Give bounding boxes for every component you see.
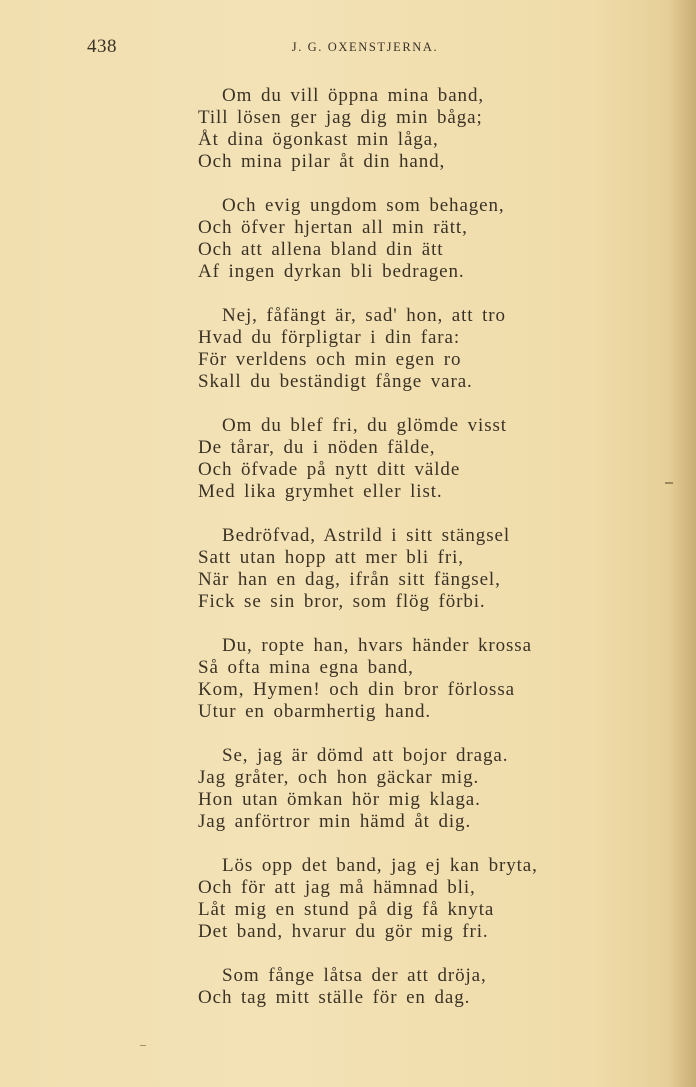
page-number: 438	[87, 36, 117, 57]
margin-mark	[665, 482, 673, 484]
poem-line: Hon utan ömkan hör mig klaga.	[198, 789, 481, 810]
poem-line: Hvad du förpligtar i din fara:	[198, 327, 461, 348]
poem-line: Som fånge låtsa der att dröja,	[222, 965, 487, 986]
poem-line: Och evig ungdom som behagen,	[222, 195, 505, 216]
stanza	[198, 525, 538, 613]
margin-mark	[140, 1045, 146, 1046]
poem-line: Till lösen ger jag dig min båga;	[198, 107, 483, 128]
stanza	[198, 85, 538, 173]
poem-line: Det band, hvarur du gör mig fri.	[198, 921, 489, 942]
running-title: J. G. OXENSTJERNA.	[291, 40, 439, 54]
poem-line: Och öfvade på nytt ditt välde	[198, 459, 461, 480]
poem-line: Bedröfvad, Astrild i sitt stängsel	[222, 525, 510, 546]
poem-line: Med lika grymhet eller list.	[198, 481, 443, 502]
poem-line: Låt mig en stund på dig få knyta	[198, 899, 495, 920]
poem-line: När han en dag, ifrån sitt fängsel,	[198, 569, 501, 590]
poem-line: Du, ropte han, hvars händer krossa	[222, 635, 532, 656]
stanza	[198, 855, 538, 943]
poem-line: Jag anförtror min hämd åt dig.	[198, 811, 472, 832]
poem-line: Och att allena bland din ätt	[198, 239, 444, 260]
poem-line: De tårar, du i nöden fälde,	[198, 437, 436, 458]
poem-line: Så ofta mina egna band,	[198, 657, 414, 678]
stanza	[198, 965, 538, 1009]
poem-line: Nej, fåfängt är, sad' hon, att tro	[222, 305, 506, 326]
poem-line: Lös opp det band, jag ej kan bryta,	[222, 855, 538, 876]
poem-line: Utur en obarmhertig hand.	[198, 701, 432, 722]
poem-line: Och för att jag må hämnad bli,	[198, 877, 476, 898]
poem-line: Och öfver hjertan all min rätt,	[198, 217, 468, 238]
poem-line: Skall du beständigt fånge vara.	[198, 371, 473, 392]
poem-line: Af ingen dyrkan bli bedragen.	[198, 261, 465, 282]
poem-line: Och tag mitt ställe för en dag.	[198, 987, 471, 1008]
stanza	[198, 415, 538, 503]
poem-line: Satt utan hopp att mer bli fri,	[198, 547, 464, 568]
poem-line: Fick se sin bror, som flög förbi.	[198, 591, 486, 612]
stanza	[198, 305, 538, 393]
poem-line: Och mina pilar åt din hand,	[198, 151, 446, 172]
poem-line: Om du blef fri, du glömde visst	[222, 415, 507, 436]
stanza	[198, 635, 538, 723]
stanza	[198, 745, 538, 833]
poem-line: Se, jag är dömd att bojor draga.	[222, 745, 509, 766]
poem	[198, 85, 538, 1031]
poem-line: Kom, Hymen! och din bror förlossa	[198, 679, 515, 700]
poem-line: Åt dina ögonkast min låga,	[198, 129, 439, 150]
poem-line: Om du vill öppna mina band,	[222, 85, 484, 106]
stanza	[198, 195, 538, 283]
poem-line: För verldens och min egen ro	[198, 349, 462, 370]
poem-line: Jag gråter, och hon gäckar mig.	[198, 767, 480, 788]
